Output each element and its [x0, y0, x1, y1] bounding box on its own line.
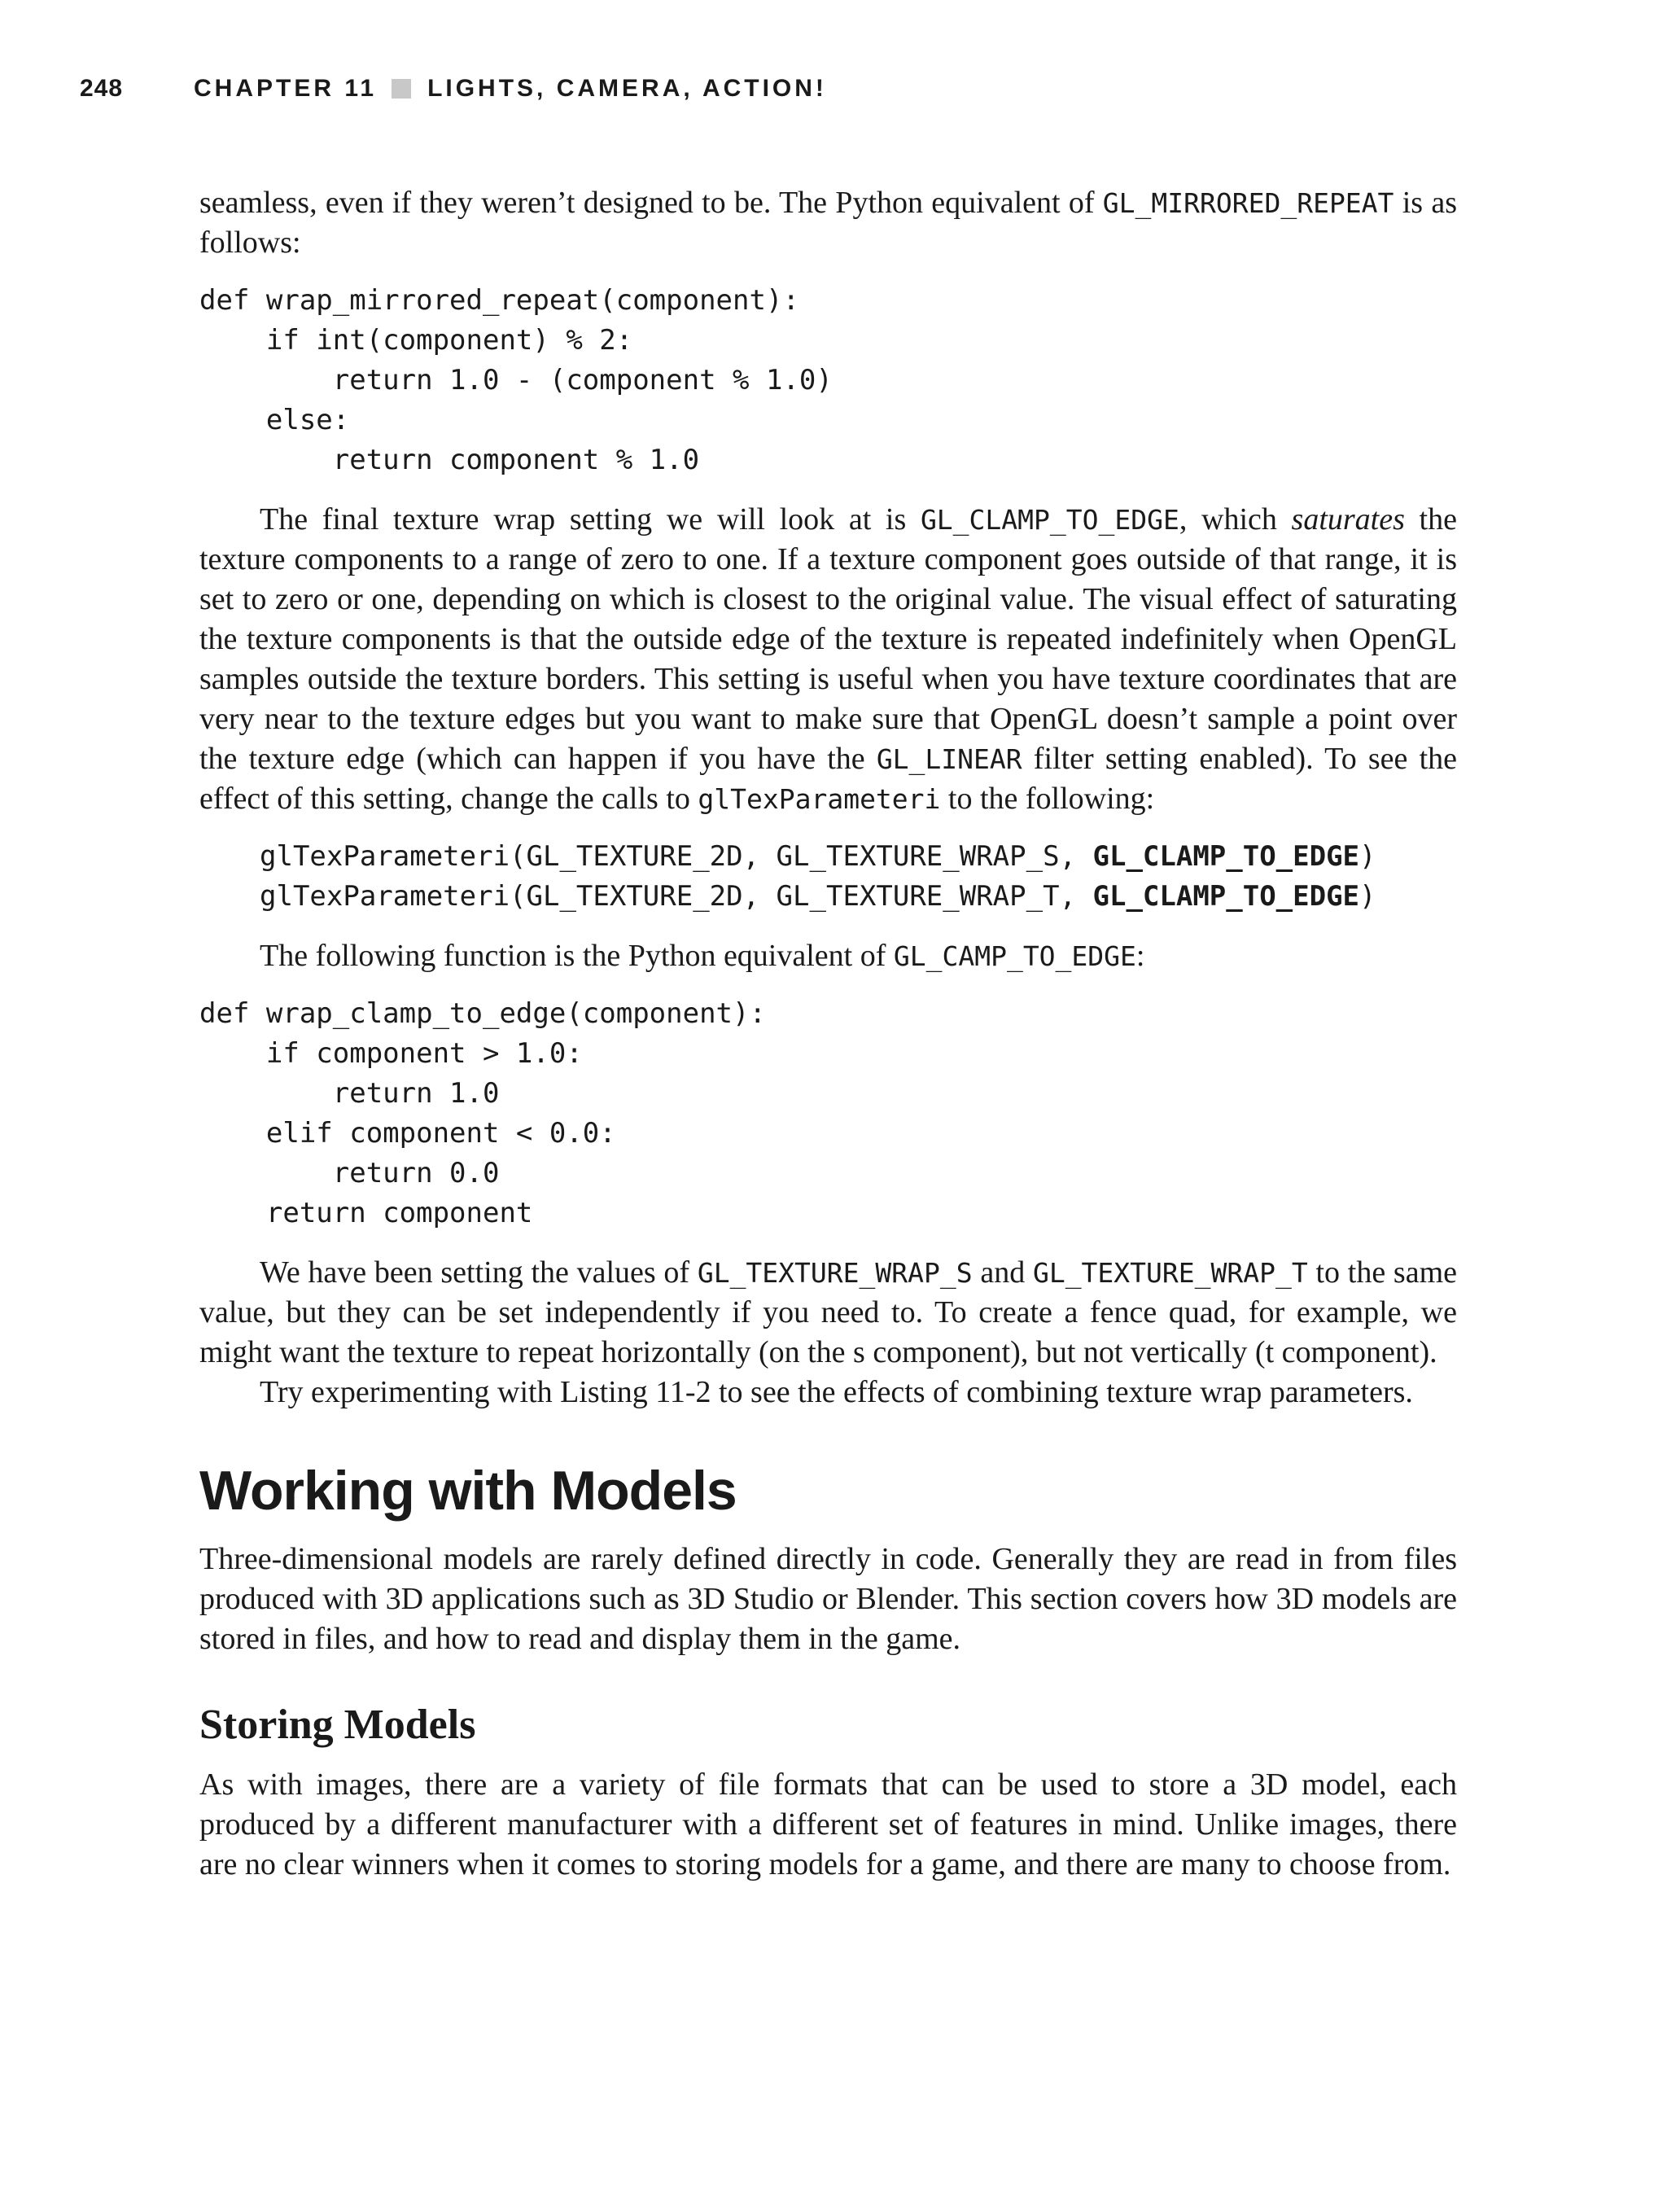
code-line: return component % 1.0	[199, 444, 700, 476]
section-heading: Working with Models	[199, 1460, 737, 1522]
emphasis: saturates	[1291, 502, 1405, 537]
inline-code: GL_TEXTURE_WRAP_S	[697, 1257, 973, 1289]
inline-code: GL_LINEAR	[876, 743, 1022, 775]
code-line: glTexParameteri(GL_TEXTURE_2D, GL_TEXTURE_WRAP_S, GL_CLAMP_TO_EDGE)	[260, 840, 1376, 873]
code-listing-clamp-to-edge	[199, 994, 1457, 1233]
inline-code: GL_CAMP_TO_EDGE	[893, 940, 1136, 972]
chapter-title: LIGHTS, CAMERA, ACTION!	[427, 75, 827, 102]
code-line: if component > 1.0:	[199, 1037, 583, 1070]
inline-code: GL_TEXTURE_WRAP_T	[1032, 1257, 1308, 1289]
paragraph: We have been setting the values of GL_TEXTURE_WRAP_S and GL_TEXTURE_WRAP_T to the same value, but they can be set independently if you need to. To create a fence quad, for example, we might want the texture to repeat horizontally (on the s component), but not vertically (t component).	[199, 1255, 1458, 1369]
code-line: elif component < 0.0:	[199, 1117, 616, 1150]
paragraph: Try experimenting with Listing 11-2 to see the effects of combining texture wrap parameters.	[260, 1375, 1413, 1409]
page-body	[199, 183, 1457, 1885]
code-line: return component	[199, 1197, 533, 1229]
inline-code: GL_CLAMP_TO_EDGE	[920, 504, 1179, 536]
running-header	[80, 75, 1667, 111]
paragraph: The following function is the Python equivalent of GL_CAMP_TO_EDGE:	[260, 939, 1145, 973]
code-line: def wrap_clamp_to_edge(component):	[199, 997, 766, 1030]
code-line: return 0.0	[199, 1157, 500, 1189]
code-listing-mirrored-repeat	[199, 281, 1457, 480]
paragraph: seamless, even if they weren’t designed to be. The Python equivalent of GL_MIRRORED_REPEAT is as follows:	[199, 186, 1458, 260]
code-listing-texparameteri	[199, 837, 1457, 917]
separator-square-icon	[392, 79, 411, 99]
paragraph: Three-dimensional models are rarely defined directly in code. Generally they are read in from files produced with 3D applications such as 3D Studio or Blender. This section covers how 3D models are stored in files, and how to read and display them in the game.	[199, 1542, 1457, 1656]
chapter-label: CHAPTER 11	[194, 75, 378, 102]
subsection-heading: Storing Models	[199, 1702, 476, 1748]
page-number: 248	[80, 75, 124, 102]
paragraph: As with images, there are a variety of file formats that can be used to store a 3D model, each produced by a different manufacturer with a different set of features in mind. Unlike images, there are no clear winners when it comes to storing models for a game, and there are many to choose from.	[199, 1767, 1457, 1881]
code-line: else:	[199, 404, 350, 436]
paragraph: The final texture wrap setting we will look at is GL_CLAMP_TO_EDGE, which saturates the texture components to a range of zero to one. If a texture component goes outside of that range, it is set to zero or one, depending on which is closest to the original value. The visual effect of saturating the texture components is that the outside edge of the texture is repeated indefinitely when OpenGL samples outside the texture borders. This setting is useful when you have texture coordinates that are very near to the texture edges but you want to make sure that OpenGL doesn’t sample a point over the texture edge (which can happen if you have the GL_LINEAR filter setting enabled). To see the effect of this setting, change the calls to glTexParameteri to the following:	[199, 502, 1457, 816]
code-line: if int(component) % 2:	[199, 324, 633, 357]
inline-code: glTexParameteri	[698, 783, 941, 815]
running-title	[194, 75, 827, 103]
code-line: glTexParameteri(GL_TEXTURE_2D, GL_TEXTURE_WRAP_T, GL_CLAMP_TO_EDGE)	[260, 880, 1376, 913]
code-line: def wrap_mirrored_repeat(component):	[199, 284, 799, 317]
code-line: return 1.0 - (component % 1.0)	[199, 364, 833, 396]
code-line: return 1.0	[199, 1077, 500, 1110]
inline-code: GL_MIRRORED_REPEAT	[1102, 187, 1394, 219]
